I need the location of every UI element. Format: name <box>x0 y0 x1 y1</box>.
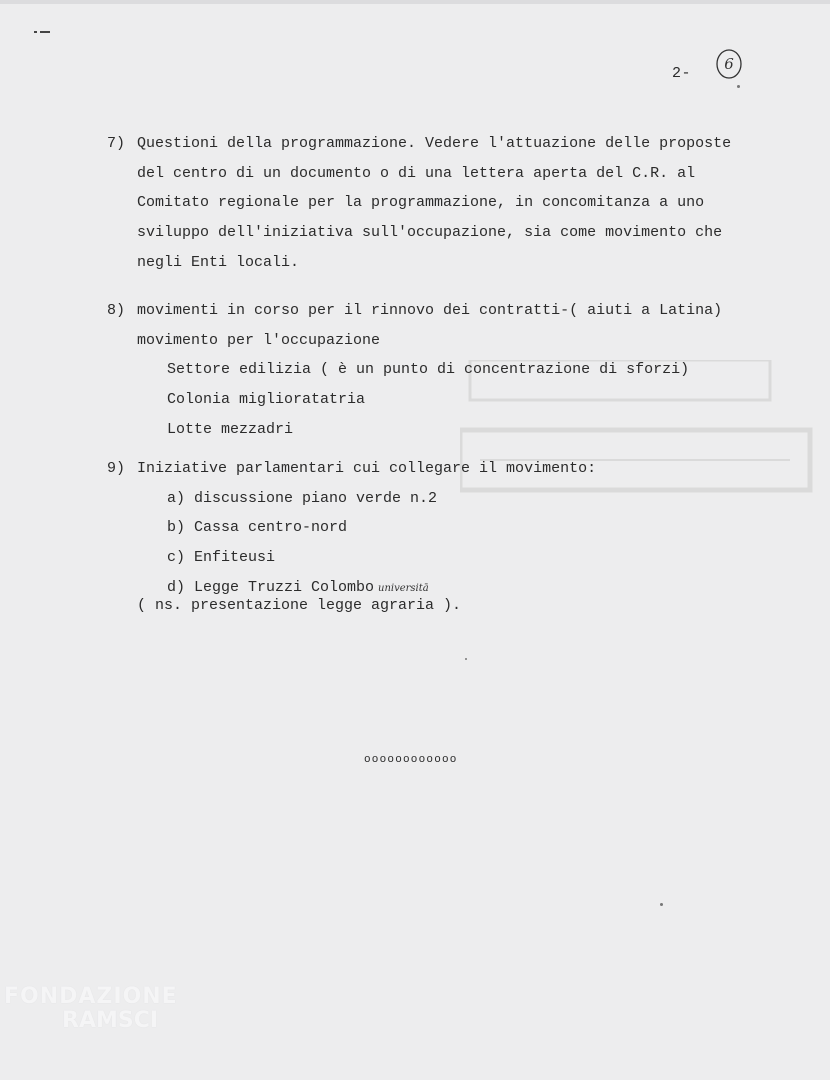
item-number: 8) <box>107 302 126 319</box>
corner-mark <box>34 20 54 23</box>
sub-item-line: Lotte mezzadri <box>167 420 294 438</box>
separator-line: oooooooooooo <box>364 754 458 766</box>
item-number: 7) <box>107 135 126 152</box>
item-line: movimento per l'occupazione <box>137 331 381 349</box>
watermark-line-2: RAMSCI <box>62 1008 159 1033</box>
sub-item-line: a) discussione piano verde n.2 <box>167 489 438 507</box>
paper-speck <box>660 903 663 906</box>
item-line: Iniziative parlamentari cui collegare il movimento: <box>137 460 597 477</box>
sub-item-line: Colonia miglioratatria <box>167 391 366 409</box>
page-top-edge <box>0 0 830 4</box>
item-number: 9) <box>107 460 126 477</box>
item-line: Comitato regionale per la programmazione, in concomitanza a uno <box>137 194 705 212</box>
item-body <box>137 454 596 602</box>
item-line: sviluppo dell'iniziativa sull'occupazione, sia come movimento che <box>137 224 723 242</box>
item-body <box>137 129 731 277</box>
item-line: movimenti in corso per il rinnovo dei contratti-( aiuti a Latina) <box>137 302 723 319</box>
agenda-item-7 <box>107 129 807 279</box>
item-body <box>137 296 722 444</box>
circled-number-text: 6 <box>724 55 734 73</box>
handwritten-insertion: universitā <box>378 583 429 594</box>
paper-speck <box>465 658 467 660</box>
sub-item-line: Settore edilizia ( è un punto di concentrazione di sforzi) <box>167 361 690 379</box>
page-number: 2- <box>672 65 692 82</box>
watermark-line-1: FONDAZIONE <box>4 984 178 1009</box>
note-line: ( ns. presentazione legge agraria ). <box>137 597 462 614</box>
item-line: negli Enti locali. <box>137 253 300 271</box>
sub-item-line: c) Enfiteusi <box>167 549 276 567</box>
circle-mark-icon <box>714 47 744 81</box>
item-line: del centro di un documento o di una lettera aperta del C.R. al <box>137 164 696 182</box>
circled-page-number <box>714 47 744 81</box>
fondazione-gramsci-watermark <box>4 985 178 1033</box>
item-line: Questioni della programmazione. Vedere l'attuazione delle proposte <box>137 135 732 152</box>
sub-item-line: b) Cassa centro-nord <box>167 519 348 537</box>
agenda-item-8 <box>107 296 807 446</box>
sub-item-line: d) Legge Truzzi Colombo <box>167 578 375 596</box>
paper-speck <box>737 85 740 88</box>
